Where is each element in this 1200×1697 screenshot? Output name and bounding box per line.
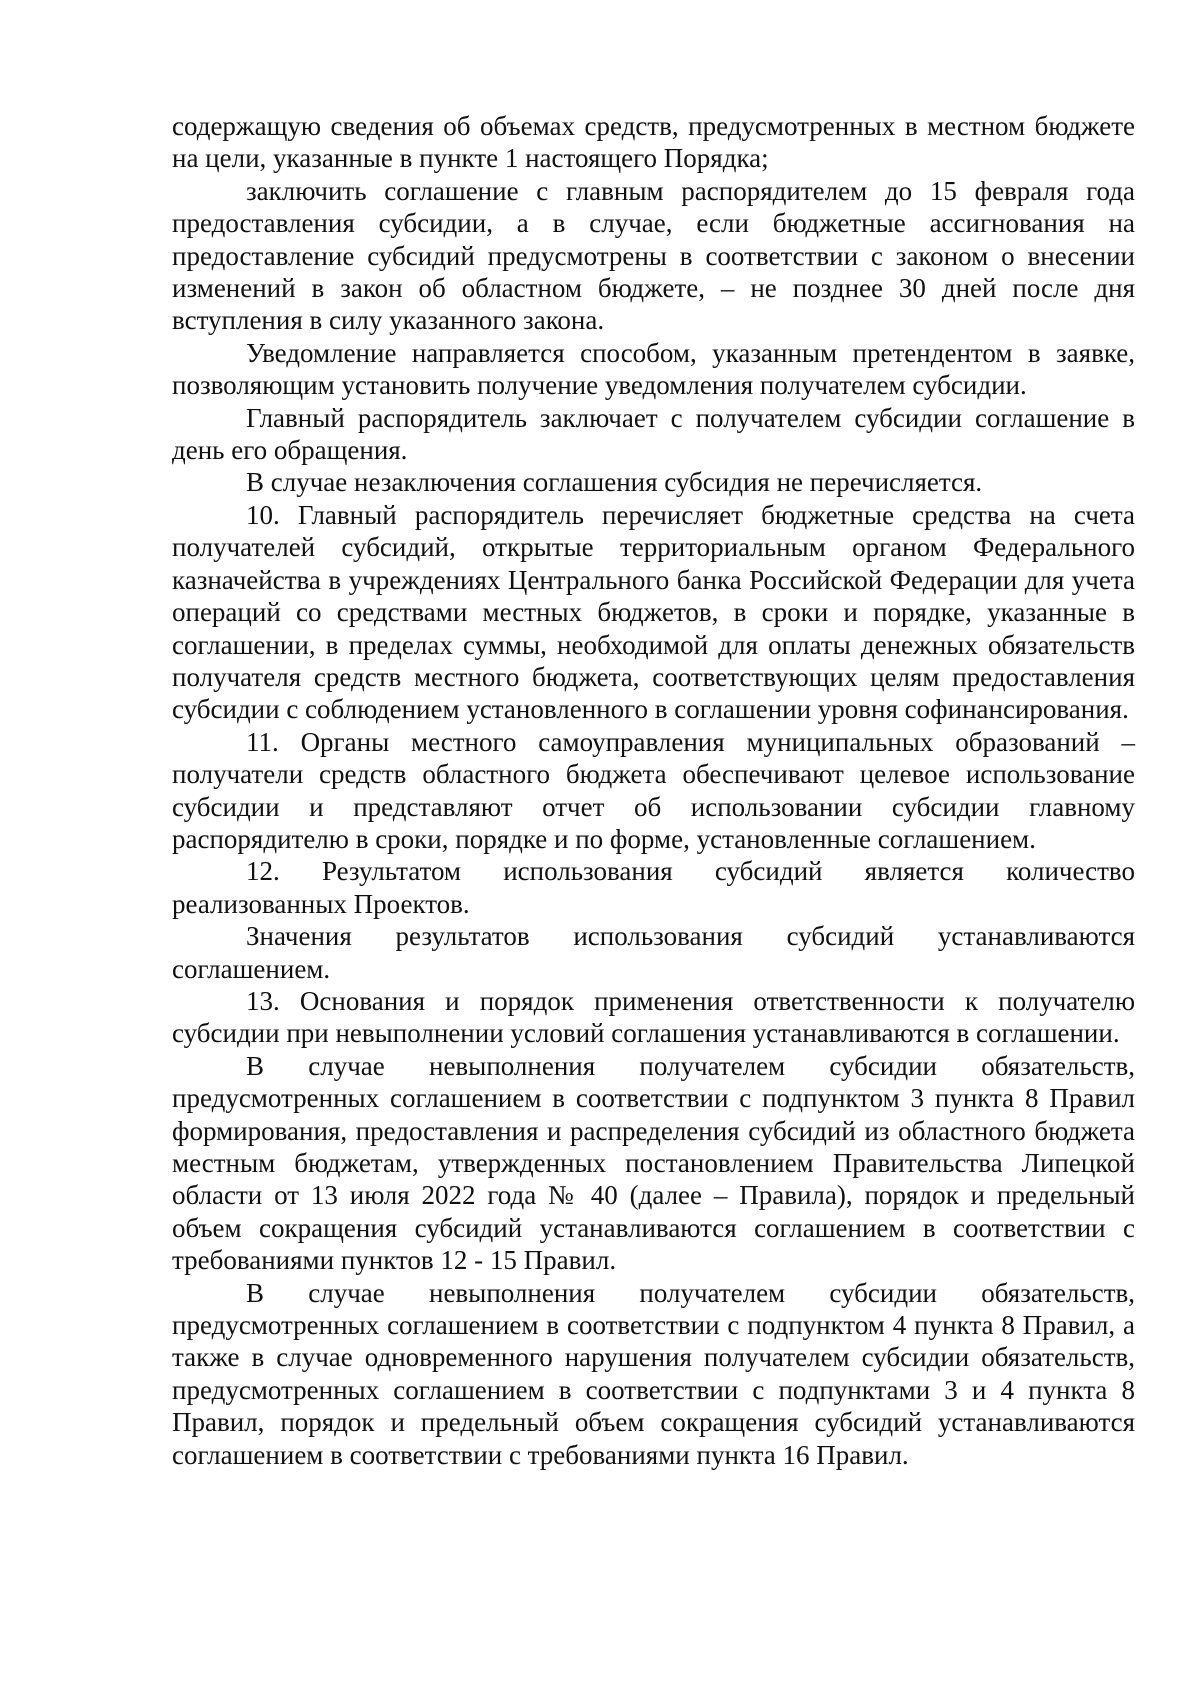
paragraph-result-values: Значения результатов использования субсидий устанавливаются соглашением. [172, 921, 1135, 984]
paragraph-continuation: содержащую сведения об объемах средств, предусмотренных в местном бюджете на цели, указанные в пункте 1 настоящего Порядка; [172, 111, 1135, 174]
paragraph-notification: Уведомление направляется способом, указанным претендентом в заявке, позволяющим установить получение уведомления получателем субсидии. [172, 337, 1135, 401]
paragraph-no-agreement: В случае незаключения соглашения субсидия не перечисляется. [246, 467, 983, 498]
paragraph-nonfulfillment-subpoint-3: В случае невыполнения получателем субсидии обязательств, предусмотренных соглашением в соответствии с подпунктом 3 пункта 8 Правил формирования, предоставления и распределения субсидий из областного бюджета местным бюджетам, утвержденных постановлением Правительства Липецкой области от 13 июля 2022 года № 40 (далее – Правила), порядок и предельный объем сокращения субсидий устанавливаются соглашением в соответствии с требованиями пунктов 12 - 15 Правил. [172, 1050, 1135, 1276]
paragraph-nonfulfillment-subpoint-4: В случае невыполнения получателем субсидии обязательств, предусмотренных соглашением в соответствии с подпунктом 4 пункта 8 Правил, а также в случае одновременного нарушения получателем субсидии обязательств, предусмотренных соглашением в соответствии с подпунктами 3 и 4 пункта 8 Правил, порядок и предельный объем сокращения субсидий устанавливаются соглашением в соответствии с требованиями пункта 16 Правил. [172, 1277, 1135, 1470]
paragraph-item-12: 12. Результатом использования субсидий является количество реализованных Проектов. [172, 856, 1135, 919]
paragraph-agreement-deadline: заключить соглашение с главным распорядителем до 15 февраля года предоставления субсидии, а в случае, если бюджетные ассигнования на предоставление субсидий предусмотрены в соответствии с законом о внесении изменений в закон об областном бюджете, – не позднее 30 дней после дня вступления в силу указанного закона. [172, 175, 1135, 336]
paragraph-item-11: 11. Органы местного самоуправления муниципальных образований – получатели средств областного бюджета обеспечивают целевое использование субсидии и представляют отчет об использовании субсидии главному распорядителю в сроки, порядке и по форме, установленные соглашением. [172, 726, 1135, 854]
document-page [172, 110, 1135, 1471]
paragraph-item-10: 10. Главный распорядитель перечисляет бюджетные средства на счета получателей субсидий, открытые территориальным органом Федерального казначейства в учреждениях Центрального банка Российской Федерации для учета операций со средствами местных бюджетов, в сроки и порядке, указанные в соглашении, в пределах суммы, необходимой для оплаты денежных обязательств получателя средств местного бюджета, соответствующих целям предоставления субсидии с соблюдением установленного в соглашении уровня софинансирования. [172, 499, 1135, 725]
paragraph-item-13: 13. Основания и порядок применения ответственности к получателю субсидии при невыполнении условий соглашения устанавливаются в соглашении. [172, 985, 1135, 1049]
paragraph-agreement-day: Главный распорядитель заключает с получателем субсидии соглашение в день его обращения. [172, 402, 1135, 466]
